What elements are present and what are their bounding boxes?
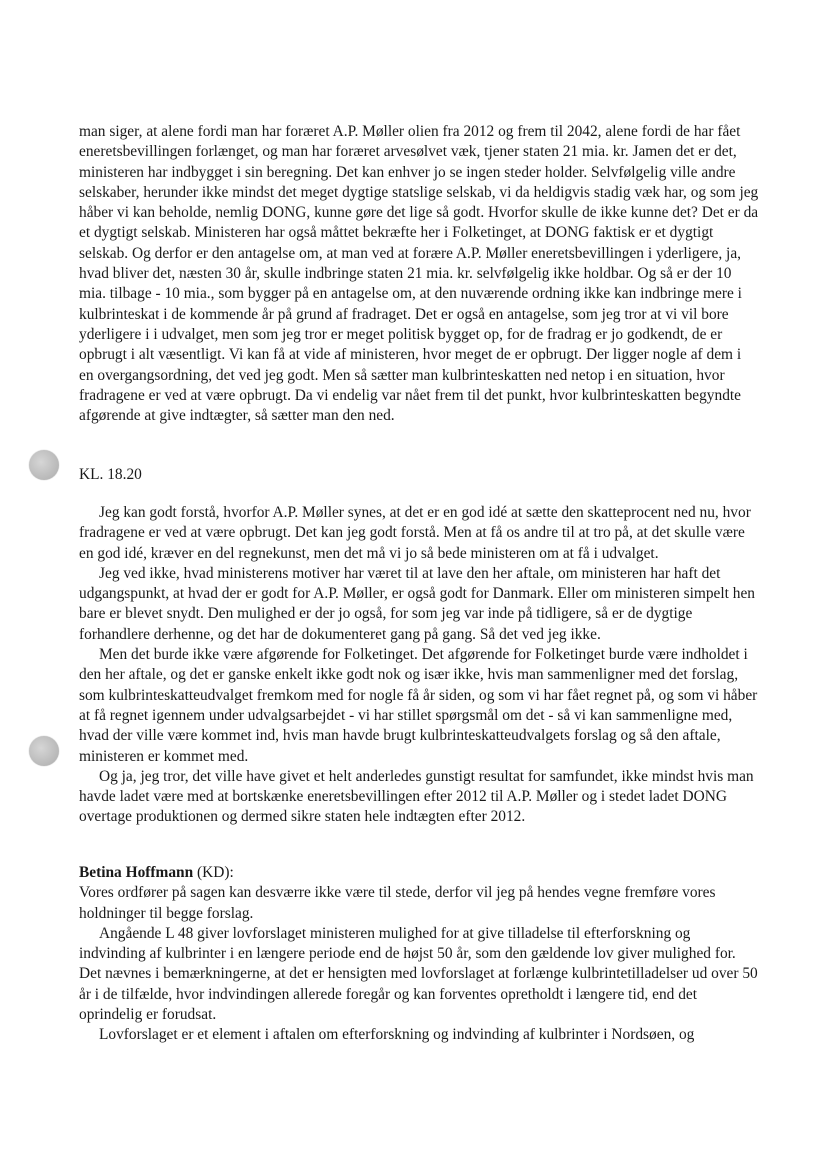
- paragraph: Jeg kan godt forstå, hvorfor A.P. Møller synes, at det er en god idé at sætte den skatteprocent ned nu, hvor fradragene er ved at være opbrugt. Det kan jeg godt forstå. Men at få os andre til at tro på, at det skulle være en god idé, kræver en del regnekunst, men det må vi jo så bede ministeren om at få i udvalget.: [79, 504, 751, 562]
- time-marker-block: [79, 465, 759, 485]
- paragraph: Vores ordfører på sagen kan desværre ikke være til stede, derfor vil jeg på hendes vegne fremføre vores holdninger til begge forslag.: [79, 884, 716, 922]
- speech-block-3: [79, 863, 759, 1046]
- speaker-heading: [79, 863, 759, 883]
- paragraph: Angående L 48 giver lovforslaget ministeren mulighed for at give tilladelse til efterforskning og indvinding af kulbrinter i en længere periode end de højst 50 år, som den gældende lov giver mulighed for. Det nævnes i bemærkningerne, at det er hensigten med lovforslaget at forlænge kulbrintetilladelser ud over 50 år i de tilfælde, hvor indvindingen allerede foregår og kan forventes opretholdt i længere tid, end det oprindelig er forudsat.: [79, 924, 758, 1024]
- punch-hole: [29, 736, 59, 766]
- paragraph: Men det burde ikke være afgørende for Folketinget. Det afgørende for Folketinget burde være indholdet i den her aftale, og det er ganske enkelt ikke godt nok og især ikke, hvis man sammenligner med det forslag, som kulbrinteskatteudvalget fremkom med for nogle få år siden, og som vi har fået regnet på, og som vi håber at få regnet igennem under udvalgsarbejdet - vi har stillet spørgsmål om det - så vi kan sammenligne med, hvad der ville være kommet ind, hvis man havde brugt kulbrinteskatteudvalgets forslag og så den aftale, ministeren er kommet med.: [79, 646, 758, 765]
- paragraph: man siger, at alene fordi man har foræret A.P. Møller olien fra 2012 og frem til 2042, alene fordi de har fået eneretsbevillingen forlænget, og man har foræret arvesølvet væk, tjener staten 21 mia. kr. Jamen det er det, ministeren har indbygget i sin beregning. Det kan enhver jo se ingen steder holder. Selvfølgelig ville andre selskaber, herunder ikke mindst det meget dygtige statslige selskab, vi da heldigvis stadig væk har, og som jeg håber vi kan beholde, nemlig DONG, kunne gøre det lige så godt. Hvorfor skulle de ikke kunne det? Det er da et dygtigt selskab. Ministeren har også måttet bekræfte her i Folketinget, at DONG faktisk er et dygtigt selskab. Og derfor er den antagelse om, at man ved at forære A.P. Møller eneretsbevillingen i yderligere, ja, hvad bliver det, næsten 30 år, skulle indbringe staten 21 mia. kr. selvfølgelig ikke holdbar. Og så er der 10 mia. tilbage - 10 mia., som bygger på en antagelse om, at den nuværende ordning ikke kan indbringe mere i kulbrinteskat i de kommende år på grund af fradraget. Det er også en antagelse, som jeg tror at vi vil bore yderligere i i udvalget, men som jeg tror er meget politisk bygget op, for de fradrag er jo godkendt, de er opbrugt i alt væsentligt. Vi kan få at vide af ministeren, hvor meget de er opbrugt. Der ligger nogle af dem i en overgangsordning, det ved jeg godt. Men så sætter man kulbrinteskatten ned netop i en situation, hvor fradragene er ved at være opbrugt. Da vi endelig var nået frem til det punkt, hvor kulbrinteskatten begyndte afgørende at give indtægter, så sætter man den ned.: [79, 123, 759, 425]
- paragraph: Og ja, jeg tror, det ville have givet et helt anderledes gunstigt resultat for samfundet, ikke mindst hvis man havde ladet være med at bortskænke eneretsbevillingen efter 2012 til A.P. Møller og i stedet ladet DONG overtage produktionen og dermed sikre staten hele indtægten efter 2012.: [79, 767, 754, 826]
- paragraph: Jeg ved ikke, hvad ministerens motiver har været til at lave den her aftale, om ministeren har haft det udgangspunkt, at hvad der er godt for A.P. Møller, er også godt for Danmark. Eller om ministeren simpelt hen bare er blevet snydt. Den mulighed er der jo også, for som jeg var inde på tidligere, så er de dygtige forhandlere derhenne, og det har de dokumenteret gang på gang. Så det ved jeg ikke.: [79, 564, 755, 643]
- punch-hole: [29, 450, 59, 480]
- speaker-name: Betina Hoffmann: [79, 864, 194, 881]
- paragraph: Lovforslaget er et element i aftalen om efterforskning og indvinding af kulbrinter i Nordsøen, og: [99, 1026, 695, 1044]
- speech-block-1: [79, 122, 759, 426]
- time-marker: KL. 18.20: [79, 466, 142, 483]
- speaker-party: (KD):: [193, 864, 234, 881]
- speech-block-2: [79, 503, 759, 828]
